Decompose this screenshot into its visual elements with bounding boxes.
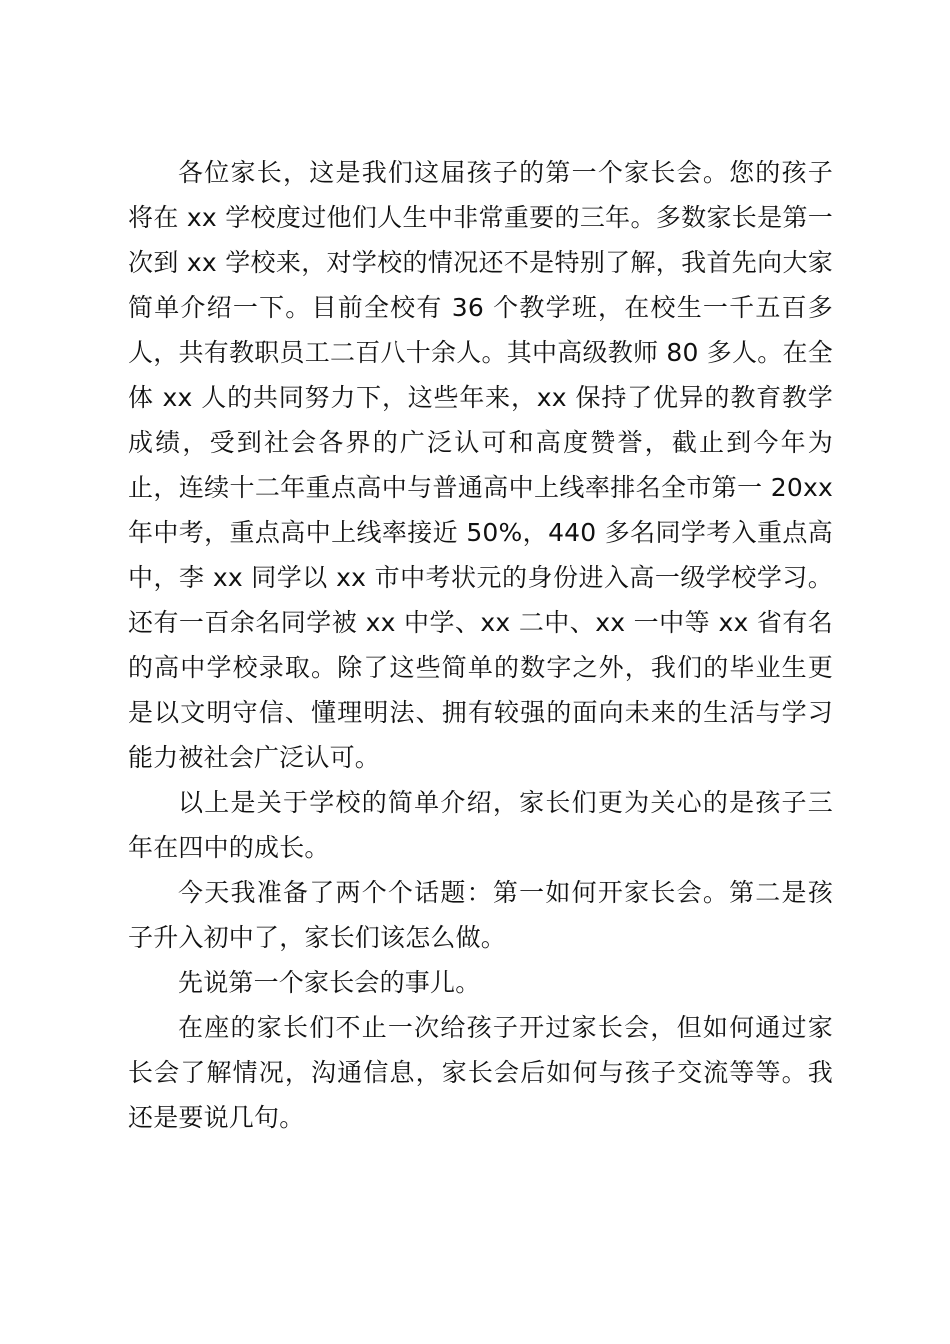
paragraph-first-topic: 先说第一个家长会的事儿。 <box>178 968 481 997</box>
paragraph-parents-concern: 以上是关于学校的简单介绍，家长们更为关心的是孩子三年在四中的成长。 <box>128 788 833 862</box>
paragraph-today-topics: 今天我准备了两个个话题：第一如何开家长会。第二是孩子升入初中了，家长们该怎么做。 <box>128 878 833 952</box>
paragraph-school-intro: 各位家长，这是我们这届孩子的第一个家长会。您的孩子将在 xx 学校度过他们人生中非常重要的三年。多数家长是第一次到 xx 学校来，对学校的情况还不是特别了解，我首先向大家简单介绍一下。目前全校有 36 个教学班，在校生一千五百多人，共有教职员工二百八十余人。其中高级教师 80 多人。在全体 xx 人的共同努力下，这些年来，xx 保持了优异的教育教学成绩，受到社会各界的广泛认可和高度赞誉，截止到今年为止，连续十二年重点高中与普通高中上线率排名全市第一 20xx 年中考，重点高中上线率接近 50%，440 多名同学考入重点高中，李 xx 同学以 xx 市中考状元的身份进入高一级学校学习。还有一百余名同学被 xx 中学、xx 二中、xx 一中等 xx 省有名的高中学校录取。除了这些简单的数字之外，我们的毕业生更是以文明守信、懂理明法、拥有较强的面向未来的生活与学习能力被社会广泛认可。 <box>128 158 833 772</box>
document-body <box>128 150 833 1140</box>
paragraph-meeting-advice: 在座的家长们不止一次给孩子开过家长会，但如何通过家长会了解情况，沟通信息，家长会后如何与孩子交流等等。我还是要说几句。 <box>128 1013 833 1132</box>
